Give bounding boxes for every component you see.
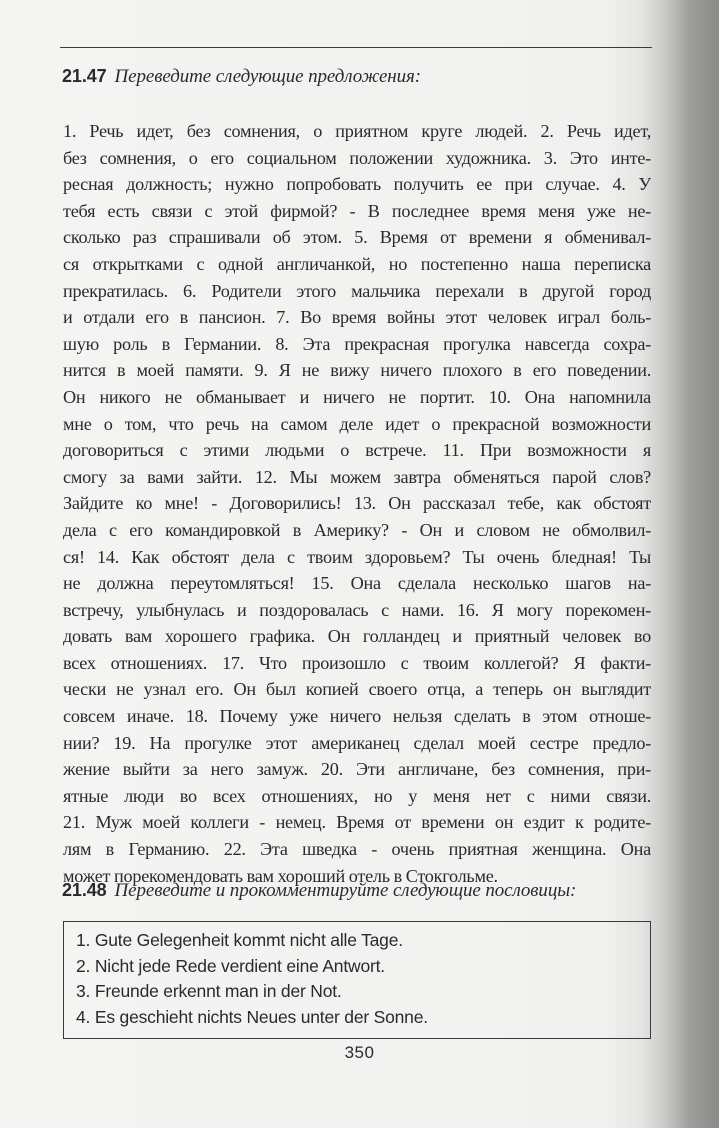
text-line: сколько раз спрашивали об этом. 5. Время от времени я обменивал-: [63, 227, 651, 248]
text-line: всех отношениях. 17. Что произошло с твоим коллегой? Я факти-: [63, 652, 651, 673]
text-line: ресная должность; нужно попробовать получить ее при случае. 4. У: [63, 174, 651, 195]
text-line: шую роль в Германии. 8. Эта прекрасная прогулка навсегда сохра-: [63, 333, 651, 354]
exercise-title: Переведите и прокомментируйте следующие пословицы:: [114, 880, 577, 901]
exercise-number: 21.47: [62, 66, 107, 86]
top-rule: [60, 47, 652, 48]
text-line: без сомнения, о его социальном положении художника. 3. Это инте-: [63, 147, 651, 168]
text-line: дела с его командировкой в Америку? - Он и словом не обмолвил-: [63, 519, 651, 540]
exercise-21-47-text: [63, 118, 651, 889]
text-line: встречу, улыбнулась и поздоровалась с нами. 16. Я могу порекомен-: [63, 599, 651, 620]
text-line: чески не узнал его. Он был копией своего отца, а теперь он выглядит: [63, 679, 651, 700]
text-line: прекратилась. 6. Родители этого мальчика перехали в другой город: [63, 280, 651, 301]
text-line: 1. Речь идет, без сомнения, о приятном круге людей. 2. Речь идет,: [63, 121, 651, 141]
text-line: договориться с этими людьми о встрече. 11. При возможности я: [63, 440, 651, 461]
text-line: ятные люди во всех отношениях, но у меня нет с ними связи.: [63, 785, 651, 806]
proverb-box: [63, 921, 651, 1039]
page-number: 350: [344, 1043, 375, 1062]
proverb-item: 3. Freunde erkennt man in der Not.: [76, 981, 342, 1001]
text-line: 21. Муж моей коллеги - немец. Время от времени он ездит к родите-: [63, 812, 651, 833]
text-line: Зайдите ко мне! - Договорились! 13. Он рассказал тебе, как обстоят: [63, 493, 651, 514]
text-line: нии? 19. На прогулке этот американец сделал моей сестре предло-: [63, 732, 651, 753]
text-line: лям в Германию. 22. Эта шведка - очень приятная женщина. Она: [63, 839, 651, 860]
text-line: тебя есть связи с этой фирмой? - В последнее время меня уже не-: [63, 200, 651, 221]
proverb-item: 2. Nicht jede Rede verdient eine Antwort.: [76, 955, 385, 976]
text-line: нится в моей памяти. 9. Я не вижу ничего плохого в его поведении.: [63, 360, 651, 381]
proverb-item: 1. Gute Gelegenheit kommt nicht alle Tage.: [76, 930, 403, 950]
text-line: ся открытками с одной англичанкой, но постепенно наша переписка: [63, 253, 651, 274]
text-line: и отдали его в пансион. 7. Во время войны этот человек играл боль-: [63, 307, 651, 328]
text-line: жение выйти за него замуж. 20. Эти англичане, без сомнения, при-: [63, 759, 651, 780]
text-line: ся! 14. Как обстоят дела с твоим здоровьем? Ты очень бледная! Ты: [63, 546, 651, 567]
exercise-number: 21.48: [62, 880, 107, 900]
text-line: смогу за вами зайти. 12. Мы можем завтра обменяться парой слов?: [63, 466, 651, 487]
text-line: может порекомендовать вам хороший отель в Стокгольме.: [63, 865, 498, 886]
text-line: Он никого не обманывает и ничего не портит. 10. Она напомнила: [63, 386, 651, 407]
text-line: мне о том, что речь на самом деле идет о прекрасной возможности: [63, 413, 651, 434]
text-line: довать вам хорошего графика. Он голландец и приятный человек во: [63, 626, 651, 647]
text-line: не должна переутомляться! 15. Она сделала несколько шагов на-: [63, 573, 651, 594]
exercise-21-47-heading: [62, 64, 657, 89]
exercise-title: Переведите следующие предложения:: [114, 66, 421, 87]
exercise-21-48-heading: [62, 878, 657, 903]
proverb-list: [76, 928, 650, 1030]
proverb-item: 4. Es geschieht nichts Neues unter der Sonne.: [76, 1006, 428, 1027]
text-line: совсем иначе. 18. Почему уже ничего нельзя сделать в этом отноше-: [63, 706, 651, 727]
